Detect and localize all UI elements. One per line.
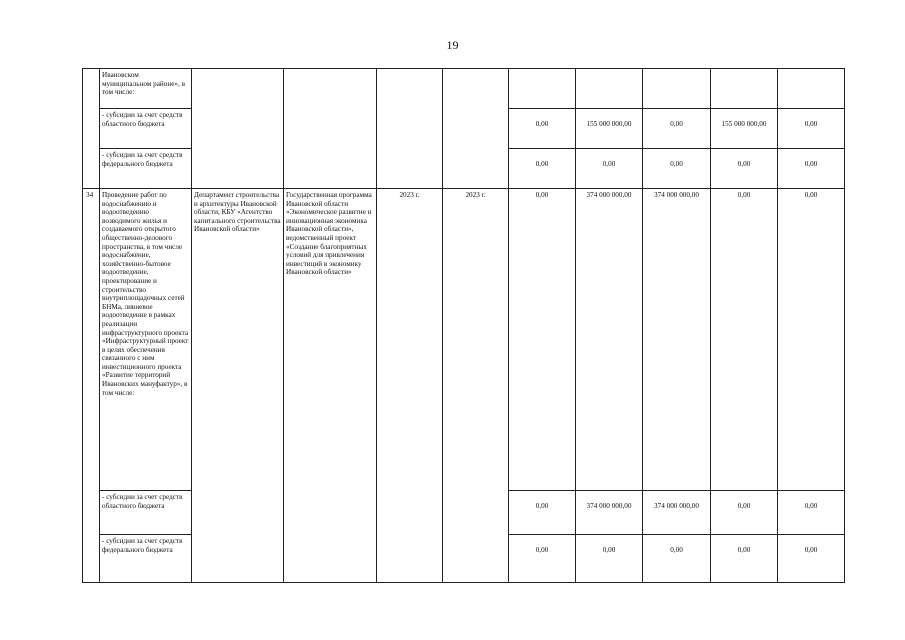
item-program: Государственная программа Ивановской области «Экономическое развитие и инновационная экономика Ивановской области», ведомственный проект «Создание благоприятных условий для привлечения инвестиций в экономику Ивановской области» xyxy=(284,189,377,583)
value-cell: 155 000 000,00 xyxy=(576,109,643,149)
value-cell: 0,00 xyxy=(643,535,711,583)
row-label: - субсидии за счет средств областного бюджета xyxy=(100,491,192,535)
value-cell: 0,00 xyxy=(778,189,845,491)
value-cell: 0,00 xyxy=(643,109,711,149)
value-cell: 0,00 xyxy=(711,149,778,189)
row-label: - субсидии за счет средств федерального бюджета xyxy=(100,535,192,583)
item-name: Проведение работ по водоснабжению и водоотведению возводимого жилья и создаваемого открытого общественно-делового пространства, в том числе водоснабжение, хозяйственно-бытовое водоотведение, проектирование и строительство внутриплощадочных сетей БНМа, ливневое водоотведение в рамках реализации инфраструктурного проекта «Инфраструктурный проект в целях обеспечения связанного с ним инвестиционного проекта «Развитие территорий Ивановских мануфактур», в том числе: xyxy=(100,189,192,491)
value-cell: 0,00 xyxy=(778,535,845,583)
value-cell: 0,00 xyxy=(576,535,643,583)
value-cell: 0,00 xyxy=(509,535,576,583)
item-number: 34 xyxy=(83,189,100,583)
table-row xyxy=(83,69,845,109)
value-cell: 0,00 xyxy=(509,109,576,149)
item-end: 2023 г. xyxy=(443,189,509,583)
value-cell: 374 000 000,00 xyxy=(643,491,711,535)
value-cell: 0,00 xyxy=(509,149,576,189)
value-cell: 0,00 xyxy=(711,491,778,535)
value-cell: 0,00 xyxy=(711,535,778,583)
item-executor: Департамент строительства и архитектуры Ивановской области, КБУ «Агентство капитального строительства Ивановской области» xyxy=(192,189,284,583)
value-cell: 0,00 xyxy=(576,149,643,189)
value-cell: 155 000 000,00 xyxy=(711,109,778,149)
budget-table xyxy=(82,68,844,582)
row-label: - субсидии за счет средств областного бюджета xyxy=(100,109,192,149)
value-cell: 374 000 000,00 xyxy=(643,189,711,491)
value-cell: 374 000 000,00 xyxy=(576,491,643,535)
value-cell: 0,00 xyxy=(509,491,576,535)
value-cell: 0,00 xyxy=(643,149,711,189)
value-cell: 0,00 xyxy=(778,149,845,189)
value-cell: 0,00 xyxy=(509,189,576,491)
item-title: Ивановском муниципальном районе», в том числе: xyxy=(100,69,192,109)
page-number: 19 xyxy=(446,38,459,52)
value-cell: 0,00 xyxy=(711,189,778,491)
value-cell: 374 000 000,00 xyxy=(576,189,643,491)
item-start: 2023 г. xyxy=(377,189,443,583)
table-row xyxy=(83,189,845,491)
row-label: - субсидии за счет средств федерального бюджета xyxy=(100,149,192,189)
value-cell: 0,00 xyxy=(778,109,845,149)
value-cell: 0,00 xyxy=(778,491,845,535)
